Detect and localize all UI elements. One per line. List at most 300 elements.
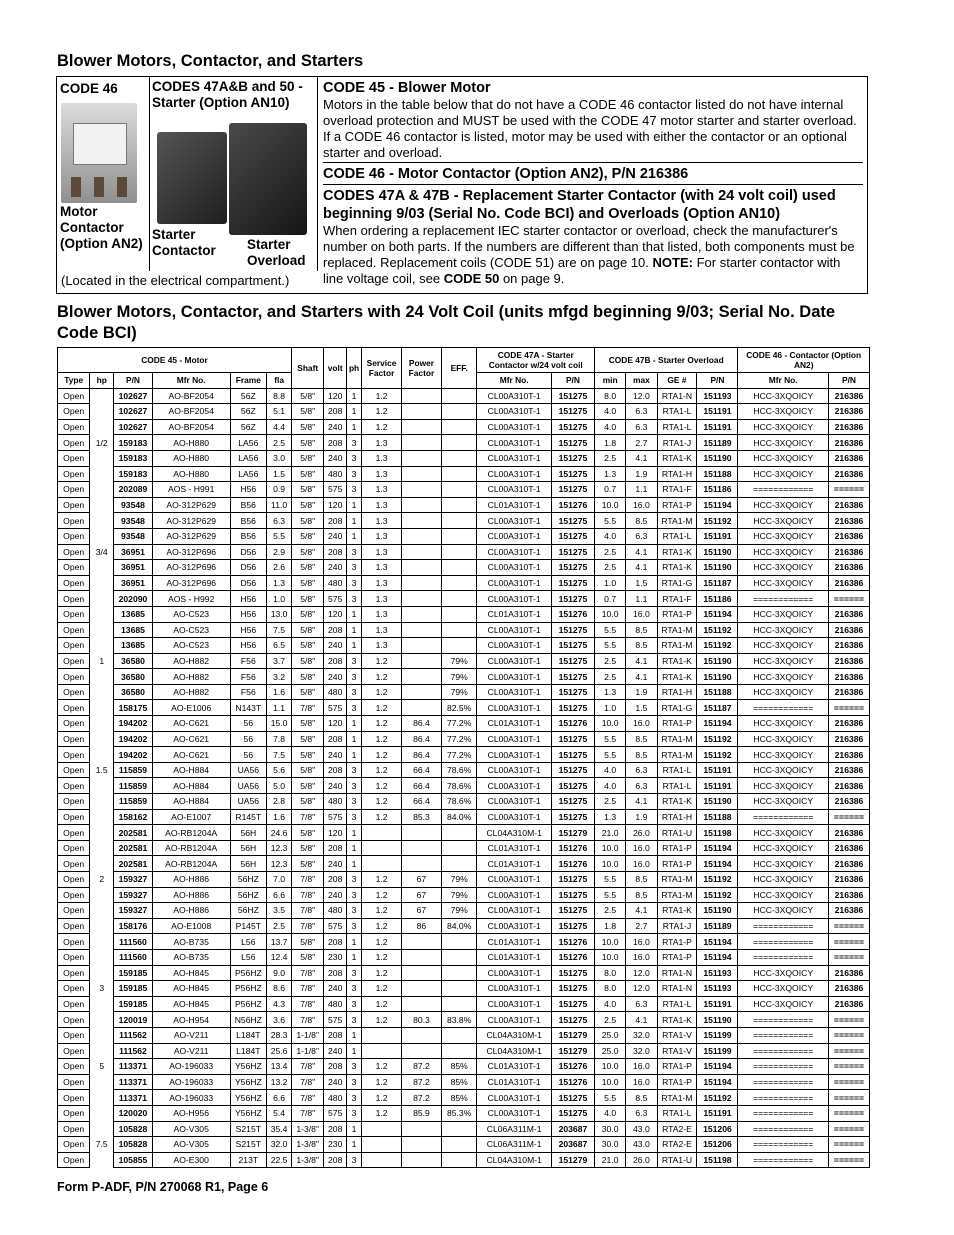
- table-cell: HCC-3XQOICY: [738, 669, 829, 685]
- contactor-group-header: CODE 46 - Contactor (Option AN2): [738, 348, 870, 373]
- table-row: [58, 778, 870, 794]
- table-cell: [90, 513, 114, 529]
- table-cell: 5.5: [595, 1090, 626, 1106]
- table-cell: 2.5: [595, 903, 626, 919]
- table-cell: [90, 747, 114, 763]
- table-cell: 3.5: [267, 903, 292, 919]
- table-cell: RTA1-H: [657, 466, 697, 482]
- table-cell: [402, 1027, 442, 1043]
- table-cell: [90, 965, 114, 981]
- table-cell: AO-312P696: [152, 544, 230, 560]
- table-cell: HCC-3XQOICY: [738, 388, 829, 404]
- table-cell: HCC-3XQOICY: [738, 872, 829, 888]
- table-cell: CL06A311M-1: [477, 1137, 551, 1153]
- table-cell: CL00A310T-1: [477, 965, 551, 981]
- table-cell: [402, 1152, 442, 1168]
- table-cell: 4.1: [626, 450, 657, 466]
- table-cell: 12.3: [267, 856, 292, 872]
- table-cell: 25.0: [595, 1027, 626, 1043]
- table-cell: ======: [828, 1012, 869, 1028]
- table-cell: [90, 684, 114, 700]
- table-cell: CL01A310T-1: [477, 1059, 551, 1075]
- table-cell: 1.2: [362, 419, 402, 435]
- table-cell: 79%: [441, 669, 477, 685]
- table-cell: [402, 575, 442, 591]
- table-cell: [441, 949, 477, 965]
- table-cell: Open: [58, 872, 90, 888]
- table-cell: 1.2: [362, 872, 402, 888]
- table-cell: 151190: [697, 450, 738, 466]
- table-cell: 1.3: [362, 544, 402, 560]
- table-cell: [90, 669, 114, 685]
- table-cell: 216386: [828, 794, 869, 810]
- table-cell: 4.0: [595, 404, 626, 420]
- table-cell: HCC-3XQOICY: [738, 450, 829, 466]
- table-cell: 151188: [697, 684, 738, 700]
- table-cell: 230: [324, 949, 347, 965]
- table-cell: 86.4: [402, 716, 442, 732]
- table-cell: 151190: [697, 669, 738, 685]
- table-cell: UA56: [230, 762, 267, 778]
- table-cell: RTA1-J: [657, 435, 697, 451]
- table-cell: 8.5: [626, 622, 657, 638]
- table-cell: RTA1-L: [657, 528, 697, 544]
- table-cell: 1.5: [626, 575, 657, 591]
- table-cell: N143T: [230, 700, 267, 716]
- table-cell: 5/8": [292, 622, 324, 638]
- table-cell: 151279: [551, 1043, 594, 1059]
- table-cell: CL04A310M-1: [477, 825, 551, 841]
- table-cell: [441, 1027, 477, 1043]
- table-cell: 16.0: [626, 856, 657, 872]
- table-cell: AO-312P629: [152, 513, 230, 529]
- table-row: [58, 825, 870, 841]
- table-cell: 151276: [551, 840, 594, 856]
- table-cell: 216386: [828, 903, 869, 919]
- table-cell: 78.6%: [441, 762, 477, 778]
- table-cell: AO-C621: [152, 747, 230, 763]
- table-cell: 1.1: [267, 700, 292, 716]
- sub-header: P/N: [114, 373, 153, 389]
- table-cell: 151193: [697, 981, 738, 997]
- table-cell: 93548: [114, 528, 153, 544]
- table-cell: 1.2: [362, 669, 402, 685]
- table-row: [58, 1043, 870, 1059]
- table-cell: 5/8": [292, 482, 324, 498]
- table-cell: [441, 856, 477, 872]
- table-cell: 151276: [551, 934, 594, 950]
- table-cell: 151275: [551, 1012, 594, 1028]
- table-row: [58, 388, 870, 404]
- table-cell: 1.2: [362, 794, 402, 810]
- table-cell: 5.1: [267, 404, 292, 420]
- table-cell: 5/8": [292, 388, 324, 404]
- table-cell: 216386: [828, 653, 869, 669]
- table-cell: 230: [324, 1137, 347, 1153]
- table-cell: Y56HZ: [230, 1059, 267, 1075]
- table-cell: AO-312P696: [152, 575, 230, 591]
- table-cell: 151276: [551, 949, 594, 965]
- table-cell: CL04A310M-1: [477, 1027, 551, 1043]
- table-cell: 5.5: [267, 528, 292, 544]
- table-cell: 5/8": [292, 606, 324, 622]
- table-cell: CL00A310T-1: [477, 794, 551, 810]
- table-cell: 1.3: [362, 513, 402, 529]
- table-cell: 93548: [114, 513, 153, 529]
- table-cell: 4.3: [267, 996, 292, 1012]
- table-cell: [402, 513, 442, 529]
- table-cell: [90, 419, 114, 435]
- table-cell: ======: [828, 949, 869, 965]
- table-cell: 1.3: [595, 809, 626, 825]
- table-cell: 158162: [114, 809, 153, 825]
- table-cell: 151198: [697, 1152, 738, 1168]
- table-cell: HCC-3XQOICY: [738, 903, 829, 919]
- table-cell: 158176: [114, 918, 153, 934]
- table-cell: HCC-3XQOICY: [738, 996, 829, 1012]
- table-cell: 216386: [828, 388, 869, 404]
- table-cell: RTA1-M: [657, 622, 697, 638]
- table-cell: Open: [58, 528, 90, 544]
- table-cell: [402, 404, 442, 420]
- table-cell: 5/8": [292, 778, 324, 794]
- table-cell: R145T: [230, 809, 267, 825]
- table-cell: Open: [58, 762, 90, 778]
- sub-header: Type: [58, 373, 90, 389]
- table-cell: AO-H886: [152, 903, 230, 919]
- table-cell: AO-312P629: [152, 497, 230, 513]
- table-cell: 1.0: [595, 700, 626, 716]
- table-cell: 151275: [551, 482, 594, 498]
- table-cell: Open: [58, 497, 90, 513]
- table-cell: 7.5: [90, 1137, 114, 1153]
- table-row: [58, 684, 870, 700]
- table-cell: AO-H845: [152, 981, 230, 997]
- table-cell: [402, 840, 442, 856]
- table-cell: RTA1-N: [657, 965, 697, 981]
- table-cell: Open: [58, 466, 90, 482]
- table-cell: 5/8": [292, 731, 324, 747]
- contactor-photo: [61, 103, 137, 203]
- table-cell: RTA1-P: [657, 497, 697, 513]
- table-cell: RTA2-E: [657, 1121, 697, 1137]
- table-cell: 15.0: [267, 716, 292, 732]
- table-cell: HCC-3XQOICY: [738, 965, 829, 981]
- table-cell: 1.3: [362, 466, 402, 482]
- table-cell: CL00A310T-1: [477, 1105, 551, 1121]
- table-cell: 3: [347, 1090, 362, 1106]
- table-cell: [90, 1121, 114, 1137]
- table-cell: 151192: [697, 731, 738, 747]
- table-cell: 151192: [697, 622, 738, 638]
- table-cell: Open: [58, 575, 90, 591]
- table-cell: AO-196033: [152, 1059, 230, 1075]
- table-cell: 1: [347, 528, 362, 544]
- table-cell: 115859: [114, 762, 153, 778]
- table-cell: 208: [324, 544, 347, 560]
- table-cell: 105828: [114, 1121, 153, 1137]
- table-cell: 86.4: [402, 731, 442, 747]
- table-cell: CL00A310T-1: [477, 981, 551, 997]
- table-cell: Open: [58, 903, 90, 919]
- table-cell: AO-312P629: [152, 528, 230, 544]
- table-cell: 10.0: [595, 716, 626, 732]
- table-cell: 16.0: [626, 949, 657, 965]
- table-cell: [90, 560, 114, 576]
- table-cell: AO-H845: [152, 965, 230, 981]
- table-cell: 1-1/8": [292, 1027, 324, 1043]
- table-cell: [402, 591, 442, 607]
- table-cell: CL01A310T-1: [477, 949, 551, 965]
- table-cell: 151275: [551, 419, 594, 435]
- table-cell: [441, 404, 477, 420]
- table-cell: 151275: [551, 778, 594, 794]
- sub-header: fla: [267, 373, 292, 389]
- table-cell: RTA1-G: [657, 575, 697, 591]
- table-cell: 8.5: [626, 513, 657, 529]
- table-row: [58, 762, 870, 778]
- table-cell: 208: [324, 872, 347, 888]
- table-cell: H56: [230, 606, 267, 622]
- table-cell: [441, 638, 477, 654]
- table-cell: Open: [58, 482, 90, 498]
- table-cell: RTA1-N: [657, 981, 697, 997]
- table-cell: 151275: [551, 747, 594, 763]
- table-cell: 1.2: [362, 762, 402, 778]
- table-cell: 151194: [697, 856, 738, 872]
- table-cell: 102627: [114, 419, 153, 435]
- table-cell: [90, 528, 114, 544]
- table-cell: 208: [324, 934, 347, 950]
- table-cell: 79%: [441, 887, 477, 903]
- table-cell: 13685: [114, 606, 153, 622]
- table-cell: S215T: [230, 1137, 267, 1153]
- table-cell: [90, 794, 114, 810]
- table-cell: RTA1-K: [657, 1012, 697, 1028]
- table-cell: [90, 887, 114, 903]
- table-cell: 1: [347, 825, 362, 841]
- table-cell: RTA1-K: [657, 903, 697, 919]
- table-cell: 151191: [697, 1105, 738, 1121]
- table-cell: 208: [324, 653, 347, 669]
- table-cell: 151275: [551, 903, 594, 919]
- table-cell: 8.5: [626, 747, 657, 763]
- table-cell: [441, 981, 477, 997]
- table-cell: [90, 606, 114, 622]
- table-cell: 240: [324, 638, 347, 654]
- table-cell: 56Z: [230, 419, 267, 435]
- table-cell: 1.3: [267, 575, 292, 591]
- table-cell: H56: [230, 622, 267, 638]
- table-cell: 1.2: [362, 981, 402, 997]
- table-cell: CL00A310T-1: [477, 903, 551, 919]
- table-cell: 5/8": [292, 840, 324, 856]
- table-cell: 5/8": [292, 653, 324, 669]
- table-row: [58, 747, 870, 763]
- table-cell: 151187: [697, 575, 738, 591]
- sub-header: GE #: [657, 373, 697, 389]
- table-cell: Open: [58, 1059, 90, 1075]
- table-cell: AO-V211: [152, 1043, 230, 1059]
- table-cell: [402, 1121, 442, 1137]
- table-cell: 575: [324, 918, 347, 934]
- table-cell: ======: [828, 1059, 869, 1075]
- table-cell: [362, 1121, 402, 1137]
- table-cell: Open: [58, 435, 90, 451]
- table-cell: P56HZ: [230, 965, 267, 981]
- table-cell: CL01A310T-1: [477, 856, 551, 872]
- table-cell: [90, 450, 114, 466]
- table-cell: 1.9: [626, 809, 657, 825]
- motor-group-header: CODE 45 - Motor: [58, 348, 292, 373]
- table-cell: 5.0: [267, 778, 292, 794]
- table-cell: 6.3: [626, 404, 657, 420]
- table-cell: 151275: [551, 513, 594, 529]
- table-cell: CL00A310T-1: [477, 731, 551, 747]
- table-cell: [402, 934, 442, 950]
- sub-header: Mfr No.: [477, 373, 551, 389]
- table-cell: [441, 591, 477, 607]
- table-cell: 216386: [828, 731, 869, 747]
- table-cell: HCC-3XQOICY: [738, 747, 829, 763]
- table-cell: 151275: [551, 560, 594, 576]
- table-cell: CL00A310T-1: [477, 528, 551, 544]
- table-cell: 240: [324, 1074, 347, 1090]
- table-cell: AO-B735: [152, 949, 230, 965]
- table-cell: 151275: [551, 762, 594, 778]
- table-cell: 202089: [114, 482, 153, 498]
- table-cell: 1.3: [362, 622, 402, 638]
- table-cell: ============: [738, 1152, 829, 1168]
- table-row: [58, 1027, 870, 1043]
- table-cell: AO-H886: [152, 872, 230, 888]
- table-cell: CL00A310T-1: [477, 887, 551, 903]
- table-cell: Open: [58, 1105, 90, 1121]
- table-cell: AO-H884: [152, 762, 230, 778]
- table-cell: 5.5: [595, 872, 626, 888]
- table-cell: [441, 1043, 477, 1059]
- table-cell: 216386: [828, 560, 869, 576]
- table-row: [58, 606, 870, 622]
- table-cell: 13.4: [267, 1059, 292, 1075]
- table-cell: 8.5: [626, 872, 657, 888]
- table-cell: 1.2: [362, 809, 402, 825]
- table-row: [58, 560, 870, 576]
- table-cell: AO-C621: [152, 716, 230, 732]
- table-cell: 11.0: [267, 497, 292, 513]
- table-cell: 30.0: [595, 1121, 626, 1137]
- table-cell: Open: [58, 1012, 90, 1028]
- table-cell: AO-E1006: [152, 700, 230, 716]
- table-row: [58, 918, 870, 934]
- overload-group-header: CODE 47B - Starter Overload: [595, 348, 738, 373]
- table-cell: RTA1-M: [657, 638, 697, 654]
- table-cell: 1.2: [362, 731, 402, 747]
- table-cell: 5/8": [292, 856, 324, 872]
- table-cell: H56: [230, 638, 267, 654]
- table-cell: CL00A310T-1: [477, 872, 551, 888]
- table-cell: [90, 840, 114, 856]
- table-cell: Y56HZ: [230, 1090, 267, 1106]
- table-cell: 240: [324, 856, 347, 872]
- table-cell: CL01A310T-1: [477, 934, 551, 950]
- table-cell: 5/8": [292, 450, 324, 466]
- table-cell: 216386: [828, 747, 869, 763]
- table-cell: 102627: [114, 388, 153, 404]
- table-cell: 1: [347, 716, 362, 732]
- table-cell: 2.7: [626, 435, 657, 451]
- table-cell: 5/8": [292, 684, 324, 700]
- table-cell: RTA1-M: [657, 887, 697, 903]
- table-cell: 9.0: [267, 965, 292, 981]
- table-cell: Open: [58, 887, 90, 903]
- table-cell: 1.2: [362, 1059, 402, 1075]
- page-title: Blower Motors, Contactor, and Starters: [57, 52, 364, 70]
- table-cell: 1.1: [626, 482, 657, 498]
- table-cell: 7/8": [292, 1090, 324, 1106]
- table-cell: 6.3: [626, 762, 657, 778]
- table-cell: 5.4: [267, 1105, 292, 1121]
- table-cell: CL01A310T-1: [477, 497, 551, 513]
- table-cell: 120019: [114, 1012, 153, 1028]
- table-cell: 159183: [114, 450, 153, 466]
- table-cell: 240: [324, 1043, 347, 1059]
- table-cell: 480: [324, 684, 347, 700]
- table-cell: 56HZ: [230, 872, 267, 888]
- table-cell: 151187: [697, 700, 738, 716]
- table-row: [58, 1137, 870, 1153]
- table-cell: 151193: [697, 388, 738, 404]
- table-cell: [441, 825, 477, 841]
- table-cell: 5/8": [292, 544, 324, 560]
- table-cell: 3.2: [267, 669, 292, 685]
- table-cell: HCC-3XQOICY: [738, 419, 829, 435]
- table-cell: [402, 653, 442, 669]
- table-cell: 5.5: [595, 747, 626, 763]
- table-cell: [402, 825, 442, 841]
- table-cell: 151275: [551, 981, 594, 997]
- table-cell: [90, 1027, 114, 1043]
- table-cell: 1.3: [362, 482, 402, 498]
- table-cell: 4.1: [626, 653, 657, 669]
- table-cell: 151275: [551, 794, 594, 810]
- table-cell: HCC-3XQOICY: [738, 981, 829, 997]
- table-cell: 120: [324, 388, 347, 404]
- table-cell: RTA1-P: [657, 716, 697, 732]
- table-cell: ======: [828, 1121, 869, 1137]
- table-cell: ============: [738, 1012, 829, 1028]
- table-cell: 77.2%: [441, 716, 477, 732]
- table-cell: 7.0: [267, 872, 292, 888]
- table-cell: 22.5: [267, 1152, 292, 1168]
- table-cell: RTA1-M: [657, 1090, 697, 1106]
- table-row: [58, 466, 870, 482]
- table-cell: [90, 934, 114, 950]
- table-cell: Open: [58, 1137, 90, 1153]
- table-cell: 6.6: [267, 887, 292, 903]
- table-cell: AO-E300: [152, 1152, 230, 1168]
- table-cell: S215T: [230, 1121, 267, 1137]
- table-row: [58, 435, 870, 451]
- table-cell: Y56HZ: [230, 1074, 267, 1090]
- table-cell: HCC-3XQOICY: [738, 840, 829, 856]
- table-cell: CL01A310T-1: [477, 840, 551, 856]
- table-cell: 115859: [114, 778, 153, 794]
- table-cell: 66.4: [402, 778, 442, 794]
- table-title: Blower Motors, Contactor, and Starters with 24 Volt Coil (units mfgd beginning 9/03; Serial No. Date Code BCI): [57, 303, 836, 342]
- table-row: [58, 1090, 870, 1106]
- table-cell: ============: [738, 934, 829, 950]
